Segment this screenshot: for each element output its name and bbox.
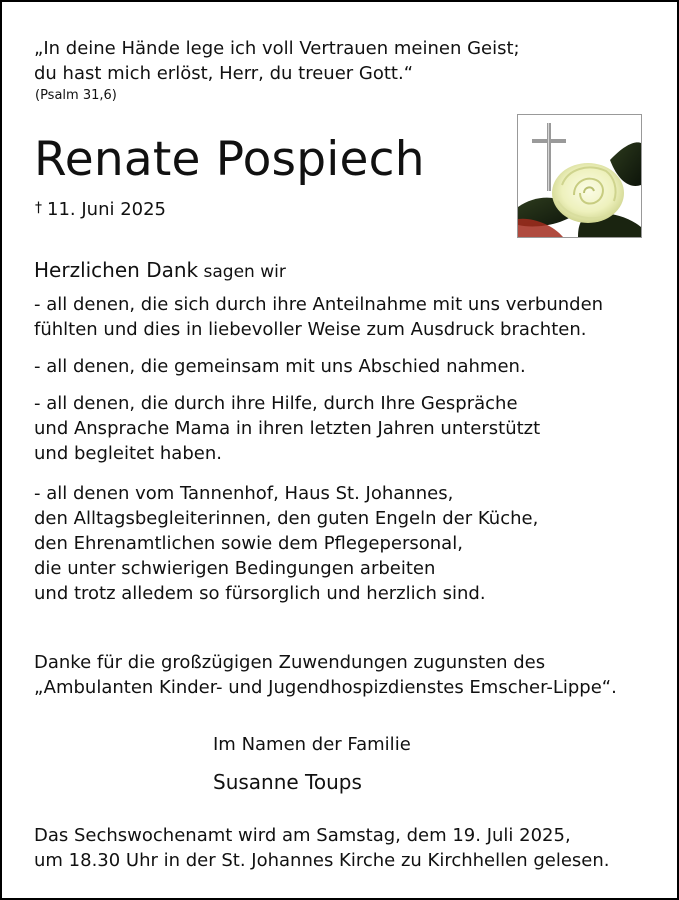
- thanks-paragraph: [34, 391, 540, 466]
- paragraph-line: und begleitet haben.: [34, 443, 222, 464]
- donation-note: [34, 650, 617, 700]
- thanks-paragraph: [34, 292, 603, 342]
- thanks-heading-rest: sagen wir: [198, 262, 286, 282]
- bible-quote: [34, 36, 520, 86]
- paragraph-line: - all denen, die gemeinsam mit uns Abschied nahmen.: [34, 356, 526, 377]
- paragraph-line: - all denen, die sich durch ihre Anteilnahme mit uns verbunden: [34, 294, 604, 315]
- family-label: Im Namen der Familie: [213, 734, 411, 755]
- paragraph-line: den Ehrenamtlichen sowie dem Pflegepersonal,: [34, 533, 463, 554]
- quote-line: du hast mich erlöst, Herr, du treuer Gott.“: [34, 63, 414, 84]
- death-date: 11. Juni 2025: [47, 199, 167, 220]
- paragraph-line: die unter schwierigen Bedingungen arbeiten: [34, 558, 436, 579]
- requiem-notice: [34, 823, 610, 873]
- requiem-line: um 18.30 Uhr in der St. Johannes Kirche zu Kirchhellen gelesen.: [34, 850, 610, 871]
- quote-reference: (Psalm 31,6): [35, 88, 117, 103]
- death-date-line: [35, 199, 166, 220]
- thanks-paragraph: [34, 354, 526, 379]
- signer-name: Susanne Toups: [213, 770, 362, 794]
- paragraph-line: und trotz alledem so fürsorglich und herzlich sind.: [34, 583, 486, 604]
- thanks-paragraph: [34, 481, 538, 606]
- quote-line: „In deine Hände lege ich voll Vertrauen meinen Geist;: [34, 38, 520, 59]
- death-cross-symbol: †: [35, 200, 42, 216]
- paragraph-line: - all denen vom Tannenhof, Haus St. Johannes,: [34, 483, 454, 504]
- thanks-heading: [34, 258, 286, 282]
- thanks-heading-main: Herzlichen Dank: [34, 258, 199, 282]
- donation-line: „Ambulanten Kinder- und Jugendhospizdienstes Emscher-Lippe“.: [34, 677, 617, 698]
- paragraph-line: fühlten und dies in liebevoller Weise zum Ausdruck brachten.: [34, 319, 587, 340]
- donation-line: Danke für die großzügigen Zuwendungen zugunsten des: [34, 652, 546, 673]
- rose-icon: [552, 163, 624, 223]
- requiem-line: Das Sechswochenamt wird am Samstag, dem 19. Juli 2025,: [34, 825, 571, 846]
- paragraph-line: und Ansprache Mama in ihren letzten Jahren unterstützt: [34, 418, 541, 439]
- paragraph-line: den Alltagsbegleiterinnen, den guten Engeln der Küche,: [34, 508, 539, 529]
- memorial-image: [517, 114, 642, 238]
- paragraph-line: - all denen, die durch ihre Hilfe, durch Ihre Gespräche: [34, 393, 518, 414]
- deceased-name: Renate Pospiech: [34, 132, 425, 187]
